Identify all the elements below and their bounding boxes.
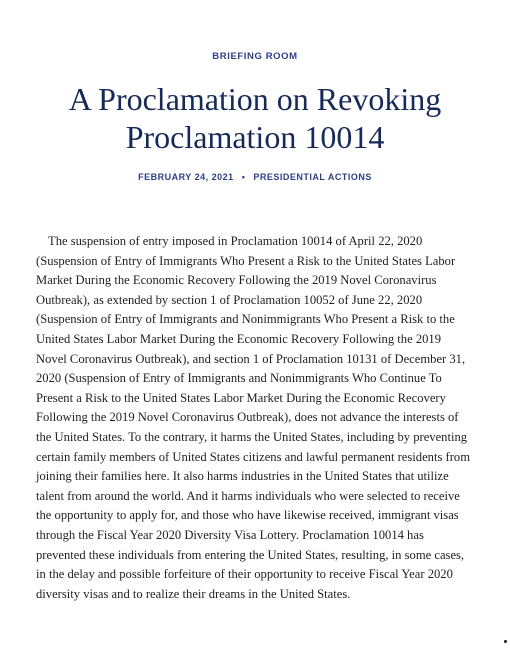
category-link[interactable]: PRESIDENTIAL ACTIONS	[253, 172, 372, 182]
meta-separator: •	[241, 172, 246, 182]
article-paragraph: The suspension of entry imposed in Proclamation 10014 of April 22, 2020 (Suspension of Entry of Immigrants Who Present a Risk to the United States Labor Market During the Economic Recovery Following the 2019 Novel Coronavirus Outbreak), as extended by section 1 of Proclamation 10052 of June 22, 2020 (Suspension of Entry of Immigrants and Nonimmigrants Who Present a Risk to the United States Labor Market During the Economic Recovery Following the 2019 Novel Coronavirus Outbreak), and section 1 of Proclamation 10131 of December 31, 2020 (Suspension of Entry of Immigrants and Nonimmigrants Who Continue To Present a Risk to the United States Labor Market During the Economic Recovery Following the 2019 Novel Coronavirus Outbreak), does not advance the interests of the United States. To the contrary, it harms the United States, including by preventing certain family members of United States citizens and lawful permanent residents from joining their families here. It also harms industries in the United States that utilize talent from around the world. And it harms individuals who were selected to receive the opportunity to apply for, and those who have likewise received, immigrant visas through the Fiscal Year 2020 Diversity Visa Lottery. Proclamation 10014 has prevented these individuals from entering the United States, resulting, in some cases, in the delay and possible forfeiture of their opportunity to receive Fiscal Year 2020 diversity visas and to realize their dreams in the United States.	[36, 234, 470, 601]
briefing-room-link[interactable]: BRIEFING ROOM	[212, 51, 298, 62]
article-meta	[0, 172, 510, 182]
corner-dot	[504, 640, 507, 643]
publish-date: FEBRUARY 24, 2021	[138, 172, 234, 182]
page-title: A Proclamation on Revoking Proclamation 10014	[68, 81, 442, 155]
